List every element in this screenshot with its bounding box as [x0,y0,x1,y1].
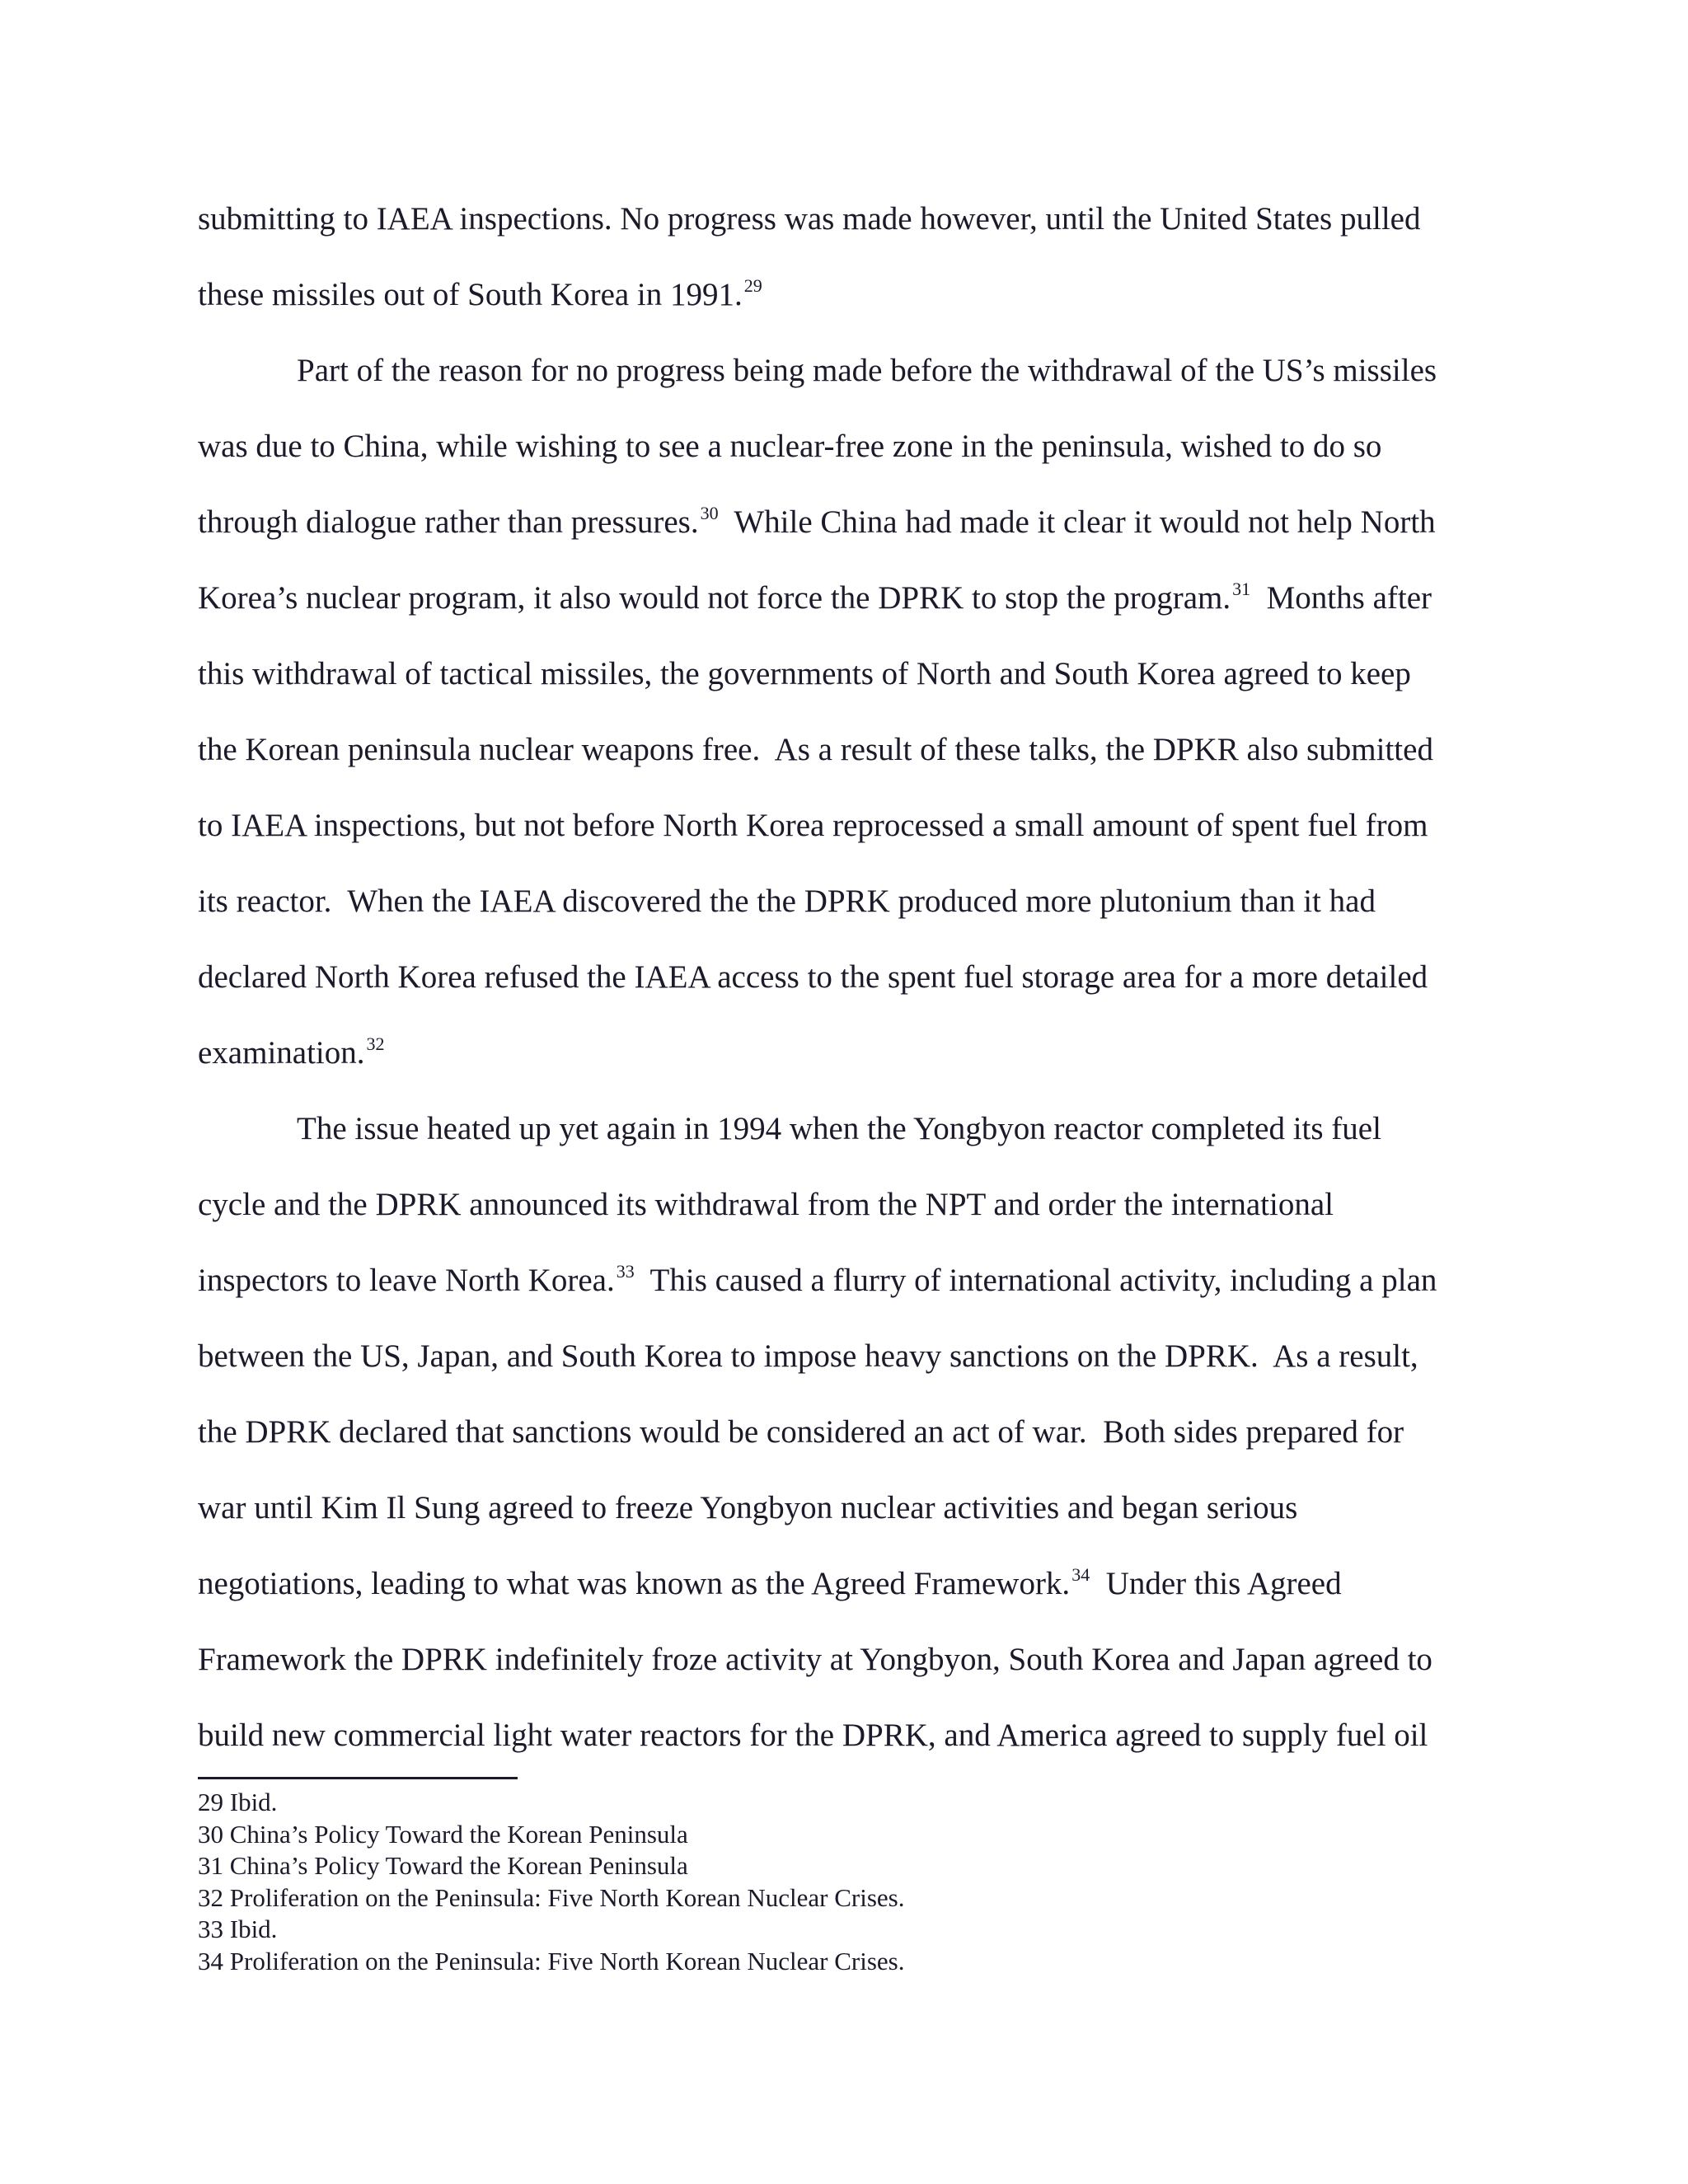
footnote-number: 34 [198,1946,223,1975]
line-text: through dialogue rather than pressures. [198,504,699,540]
text-line [198,1322,1484,1398]
footnote-number: 33 [198,1915,223,1943]
text-line [198,715,1484,791]
text-line [198,640,1484,715]
footnote-ref: 34 [1071,1564,1090,1585]
line-text: Framework the DPRK indefinitely froze activity at Yongbyon, South Korea and Japan agreed to [198,1642,1432,1677]
footnote-ref: 31 [1232,579,1251,599]
footnote-ref: 33 [616,1261,635,1282]
footnote [198,1819,1484,1851]
line-text: negotiations, leading to what was known as the Agreed Framework. [198,1566,1071,1601]
footnote-separator [198,1777,518,1779]
footnote-text: Proliferation on the Peninsula: Five North Korean Nuclear Crises. [229,1882,905,1912]
footnote-number: 32 [198,1882,223,1912]
text-line [198,564,1484,640]
footnote-number: 31 [198,1851,223,1880]
footnote-ref: 30 [700,503,719,523]
paragraph-first-line [198,336,1484,412]
footnote-text: Ibid. [229,1915,278,1943]
text-line [198,185,1484,260]
line-text: Months after [1250,580,1432,616]
text-line [198,1701,1484,1777]
line-text: Korea’s nuclear program, it also would not force the DPRK to stop the program. [198,580,1231,616]
line-text: its reactor. When the IAEA discovered the the DPRK produced more plutonium than it had [198,883,1376,919]
line-text: While China had made it clear it would not help North [718,504,1436,540]
footnote-ref: 32 [366,1033,385,1054]
line-text: inspectors to leave North Korea. [198,1263,615,1298]
text-line [198,867,1484,943]
text-line [198,943,1484,1019]
text-line [198,488,1484,564]
line-text: to IAEA inspections, but not before North Korea reprocessed a small amount of spent fuel from [198,808,1428,843]
text-line [198,1019,1484,1094]
paragraph-first-line [198,1094,1484,1170]
footnote [198,1914,1484,1946]
footnote-text: China’s Policy Toward the Korean Peninsula [229,1819,688,1849]
line-text: the DPRK declared that sanctions would be considered an act of war. Both sides prepared for [198,1414,1404,1450]
footnote [198,1946,1484,1978]
text-line [198,1625,1484,1701]
footnote-number: 30 [198,1819,223,1849]
text-line [198,791,1484,867]
line-text: the Korean peninsula nuclear weapons free. As a result of these talks, the DPKR also submitted [198,732,1433,767]
footnote [198,1850,1484,1882]
line-text: examination. [198,1035,365,1071]
text-line [198,1549,1484,1625]
line-text: The issue heated up yet again in 1994 when the Yongbyon reactor completed its fuel [297,1111,1381,1146]
footnotes [198,1787,1484,1977]
footnote [198,1882,1484,1915]
footnote-text: Ibid. [229,1788,278,1816]
line-text: declared North Korea refused the IAEA access to the spent fuel storage area for a more detailed [198,959,1428,995]
line-text: was due to China, while wishing to see a nuclear-free zone in the peninsula, wished to do so [198,429,1382,464]
footnote [198,1787,1484,1819]
line-text: submitting to IAEA inspections. No progress was made however, until the United States pulled [198,201,1421,237]
line-text: Part of the reason for no progress being made before the withdrawal of the US’s missiles [297,353,1437,388]
line-text: war until Kim Il Sung agreed to freeze Yongbyon nuclear activities and began serious [198,1490,1298,1526]
footnote-ref: 29 [743,275,762,296]
line-text: Under this Agreed [1090,1566,1342,1601]
body-text [198,185,1484,1777]
text-line [198,1246,1484,1322]
line-text: these missiles out of South Korea in 1991. [198,277,743,312]
line-text: between the US, Japan, and South Korea to impose heavy sanctions on the DPRK. As a result, [198,1338,1418,1374]
text-line [198,1170,1484,1246]
footnote-text: China’s Policy Toward the Korean Peninsula [229,1851,688,1880]
text-line [198,260,1484,336]
line-text: cycle and the DPRK announced its withdrawal from the NPT and order the international [198,1187,1334,1222]
line-text: build new commercial light water reactors for the DPRK, and America agreed to supply fuel oil [198,1718,1428,1753]
line-text: this withdrawal of tactical missiles, the governments of North and South Korea agreed to keep [198,656,1411,691]
text-line [198,1398,1484,1474]
line-text: This caused a flurry of international activity, including a plan [634,1263,1437,1298]
footnote-number: 29 [198,1788,223,1816]
text-line [198,412,1484,488]
footnote-text: Proliferation on the Peninsula: Five North Korean Nuclear Crises. [229,1946,905,1975]
text-line [198,1474,1484,1549]
